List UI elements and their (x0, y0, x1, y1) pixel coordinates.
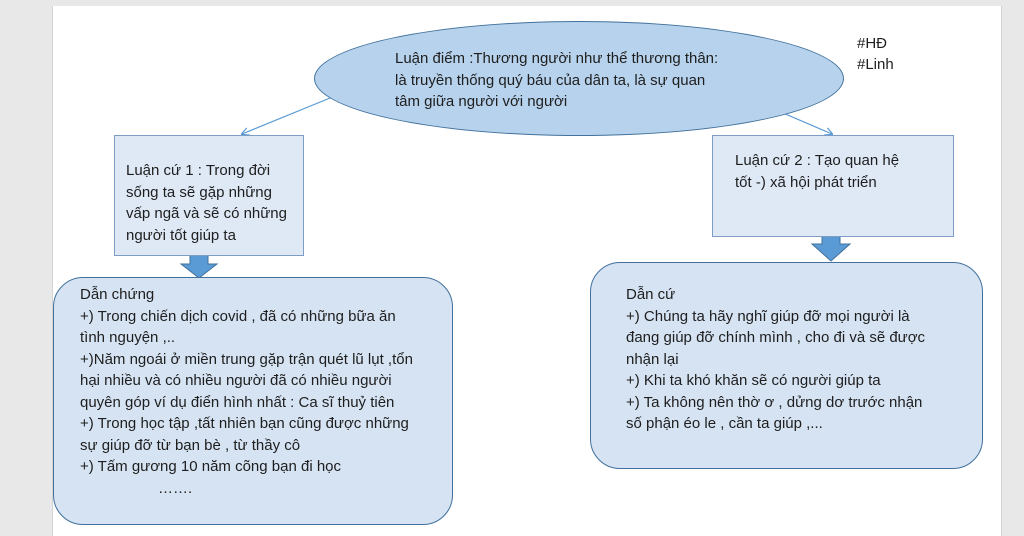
evidence-2-line: +) Ta không nên thờ ơ , dửng dơ trước nhận (626, 393, 923, 411)
argument-1-line: Luận cứ 1 : Trong đời (126, 162, 271, 179)
evidence-1-line: +)Năm ngoái ở miền trung gặp trận quét lũ lụt ,tổn (80, 350, 413, 368)
evidence-2-box (590, 262, 983, 469)
hashtag-block (857, 33, 894, 75)
evidence-1-line: hại nhiều và có nhiều người đã có nhiều người (80, 372, 392, 389)
evidence-1-line: sự giúp đỡ từ bạn bè , từ thầy cô (80, 436, 301, 454)
evidence-1-line: Dẫn chứng (80, 286, 155, 303)
hashtag: #HĐ (857, 35, 888, 52)
thesis-line: Luận điểm :Thương người như thể thương thân: (395, 50, 719, 67)
evidence-2-line: đang giúp đỡ chính mình , cho đi và sẽ được (626, 329, 926, 346)
thesis-ellipse (314, 21, 844, 136)
argument-1-box (114, 135, 304, 256)
evidence-1-line: quyên góp ví dụ điển hình nhất : Ca sĩ thuỷ tiên (80, 393, 395, 411)
evidence-1-line: tình nguyện ,.. (80, 329, 176, 346)
evidence-1-line: +) Tấm gương 10 năm cõng bạn đi học (80, 458, 342, 475)
argument-2-box (712, 135, 954, 237)
evidence-1-ellipsis: ……. (158, 479, 193, 497)
evidence-1-line: +) Trong học tập ,tất nhiên bạn cũng được những (80, 415, 409, 432)
evidence-2-line: +) Khi ta khó khăn sẽ có người giúp ta (626, 372, 881, 389)
thesis-line: là truyền thống quý báu của dân ta, là sự quan (395, 71, 706, 89)
argument-2-line: Luận cứ 2 : Tạo quan hệ (735, 152, 900, 169)
evidence-2-line: nhận lại (626, 350, 679, 368)
evidence-2-line: +) Chúng ta hãy nghĩ giúp đỡ mọi người là (626, 307, 910, 325)
thesis-line: tâm giữa người với người (395, 93, 568, 110)
argument-2-line: tốt -) xã hội phát triển (735, 173, 877, 191)
evidence-2-line: Dẫn cứ (626, 286, 676, 303)
hashtag: #Linh (857, 56, 894, 73)
thesis-text (395, 48, 775, 113)
argument-1-line: sống ta sẽ gặp những (126, 183, 272, 201)
evidence-1-line: +) Trong chiến dịch covid , đã có những bữa ăn (80, 307, 396, 325)
argument-1-line: vấp ngã và sẽ có những (126, 205, 287, 222)
evidence-2-line: số phận éo le , cần ta giúp ,... (626, 415, 823, 432)
argument-1-line: người tốt giúp ta (126, 226, 236, 244)
evidence-1-box (53, 277, 453, 525)
